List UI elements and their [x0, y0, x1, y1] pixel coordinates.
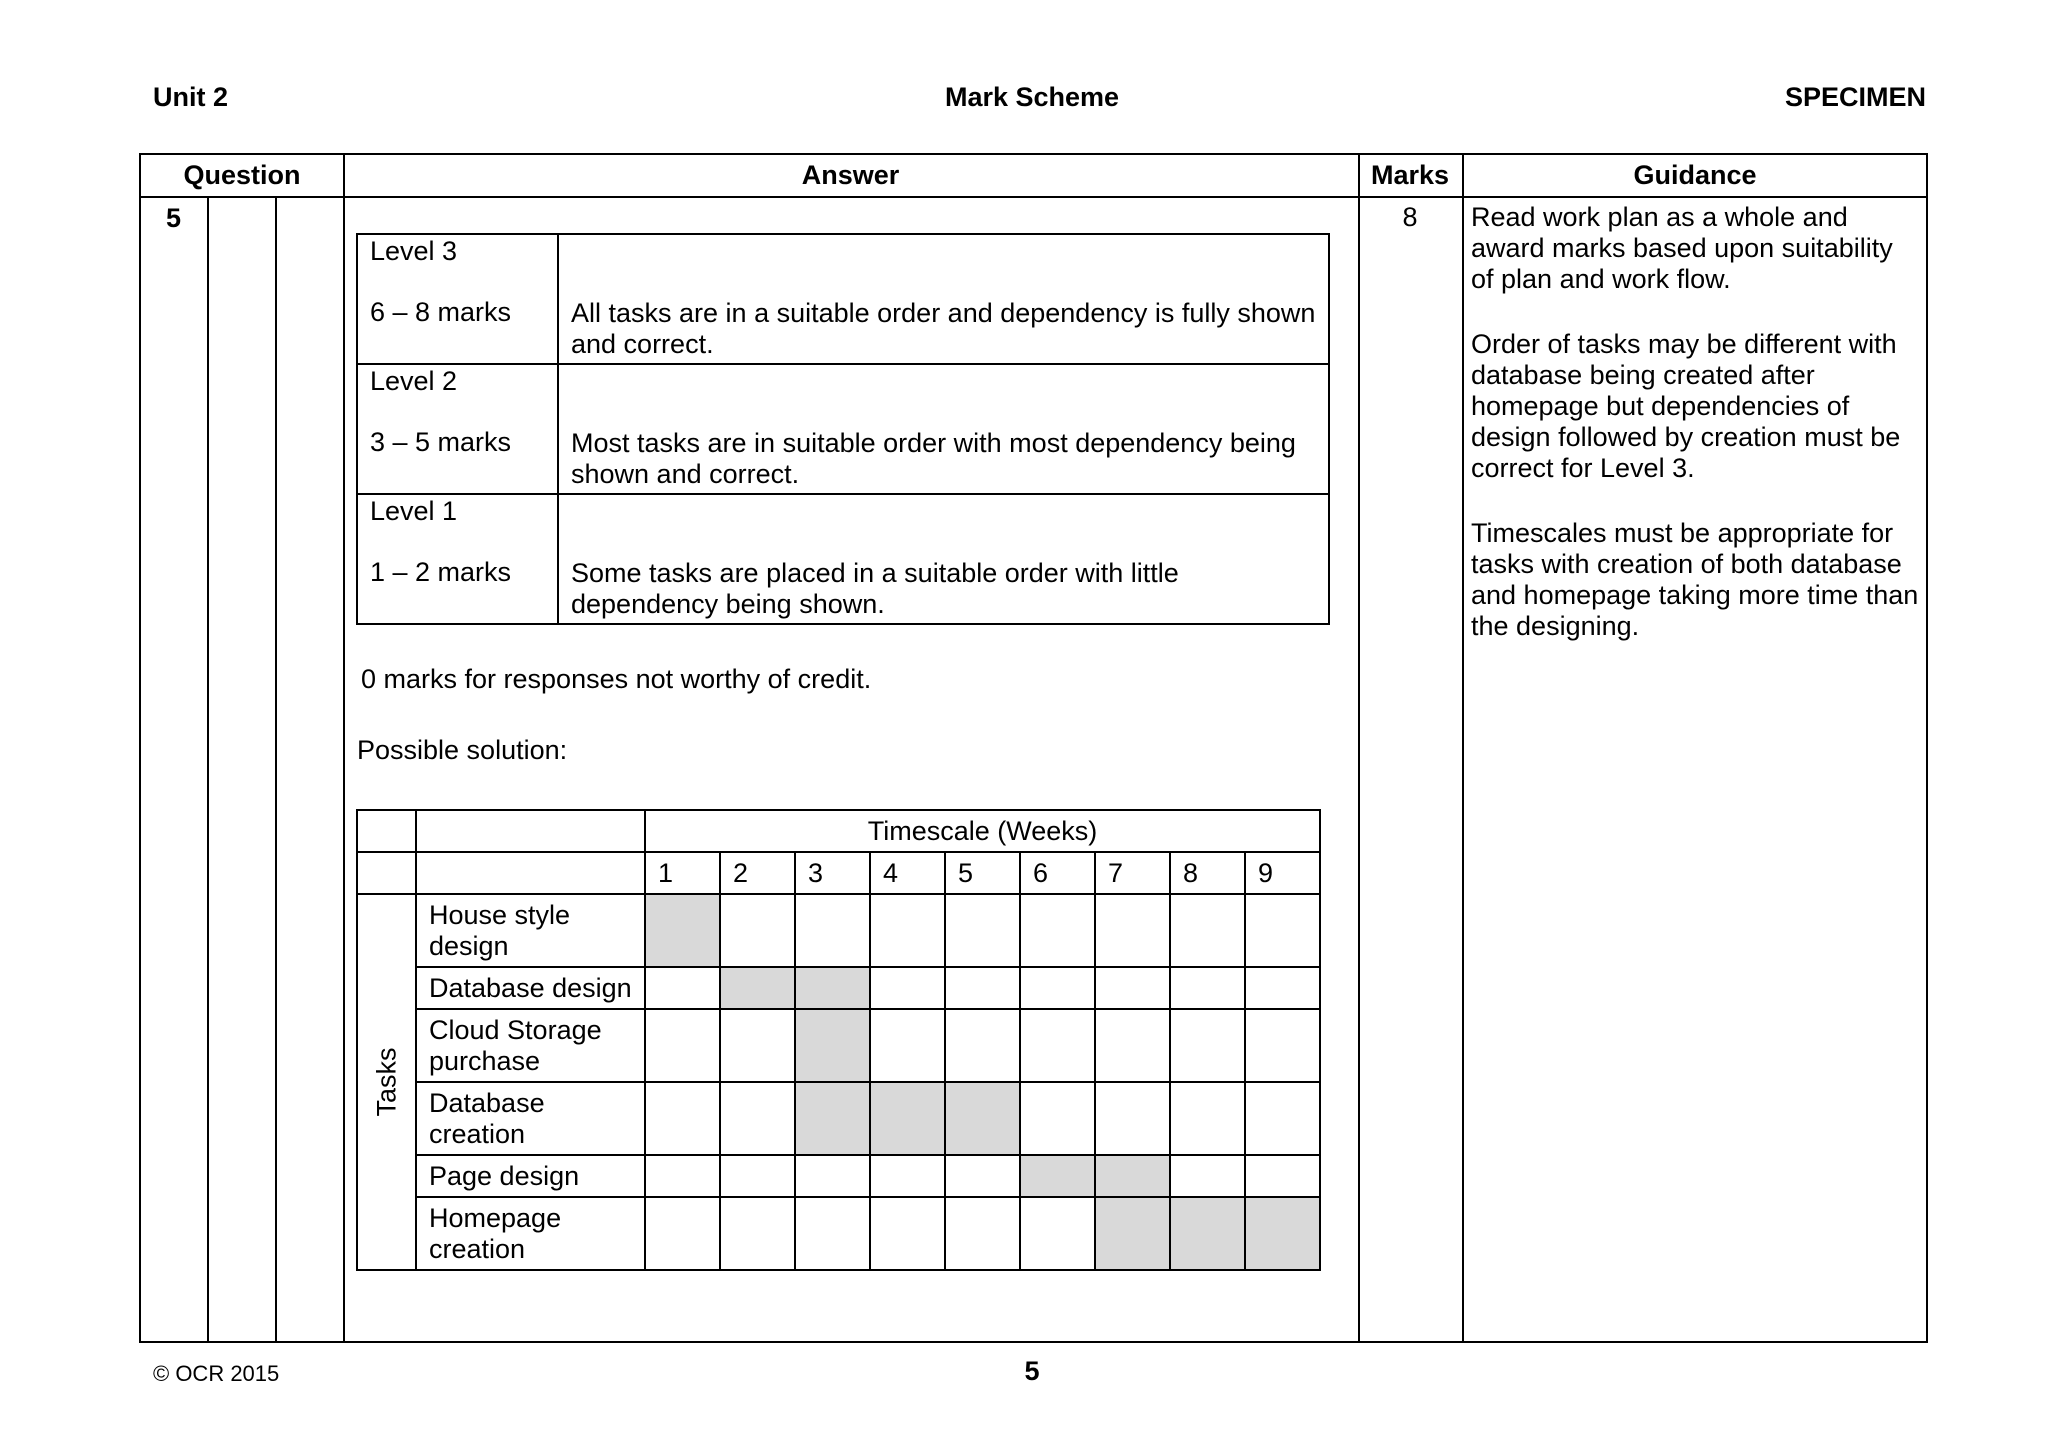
gantt-empty-cell: [645, 1197, 720, 1270]
gantt-empty-cell: [720, 1082, 795, 1155]
task-name: Database design: [416, 967, 645, 1009]
gantt-empty-cell: [1245, 1009, 1320, 1082]
task-row: [357, 1009, 1320, 1082]
gantt-corner-cell: [416, 852, 645, 894]
marks-value: 8: [1402, 202, 1418, 232]
gantt-empty-cell: [645, 1155, 720, 1197]
mark-scheme-table: [139, 153, 1928, 1343]
gantt-header-row: [357, 810, 1320, 852]
guidance-paragraph: Timescales must be appropriate for tasks with creation of both database and homepage taking more time than the designing.: [1471, 518, 1919, 641]
gantt-empty-cell: [945, 1155, 1020, 1197]
answer-header: Answer: [801, 160, 900, 190]
task-name: Database creation: [416, 1082, 645, 1155]
possible-solution-label: Possible solution:: [357, 735, 568, 765]
gantt-empty-cell: [1245, 1082, 1320, 1155]
gantt-empty-cell: [1245, 1155, 1320, 1197]
answer-col-divider: [343, 155, 345, 1341]
gantt-corner-cell: [357, 810, 416, 852]
gantt-empty-cell: [870, 894, 945, 967]
gantt-empty-cell: [645, 1009, 720, 1082]
level-marks: 3 – 5 marks: [370, 427, 512, 457]
task-row: [357, 894, 1320, 967]
gantt-empty-cell: [720, 894, 795, 967]
level-description-cell: [558, 234, 1329, 364]
gantt-empty-cell: [645, 1082, 720, 1155]
gantt-empty-cell: [945, 1197, 1020, 1270]
gantt-bar-cell: [1245, 1197, 1320, 1270]
week-header: 4: [870, 852, 945, 894]
task-name: Cloud Storage purchase: [416, 1009, 645, 1082]
gantt-empty-cell: [870, 1009, 945, 1082]
timescale-label: Timescale (Weeks): [645, 810, 1320, 852]
level-row: [357, 234, 1329, 364]
marks-header: Marks: [1370, 160, 1450, 190]
gantt-empty-cell: [1095, 894, 1170, 967]
gantt-empty-cell: [1095, 1082, 1170, 1155]
level-description: All tasks are in a suitable order and dependency is fully shown and correct.: [571, 298, 1316, 359]
gantt-bar-cell: [1020, 1155, 1095, 1197]
gantt-empty-cell: [945, 1009, 1020, 1082]
gantt-bar-cell: [795, 967, 870, 1009]
level-marks: 1 – 2 marks: [370, 557, 512, 587]
task-row: [357, 1197, 1320, 1270]
gantt-bar-cell: [795, 1082, 870, 1155]
level-description-cell: [558, 364, 1329, 494]
tasks-axis-label: Tasks: [371, 1047, 401, 1117]
gantt-empty-cell: [795, 1155, 870, 1197]
question-header: Question: [183, 160, 301, 190]
gantt-empty-cell: [1020, 967, 1095, 1009]
level-cell: [357, 234, 558, 364]
gantt-corner-cell: [357, 852, 416, 894]
week-header: 1: [645, 852, 720, 894]
gantt-empty-cell: [1170, 1155, 1245, 1197]
level-row: [357, 494, 1329, 624]
week-header: 6: [1020, 852, 1095, 894]
level-description: Some tasks are placed in a suitable order with little dependency being shown.: [571, 558, 1179, 619]
level-description-cell: [558, 494, 1329, 624]
level-name: Level 2: [370, 366, 458, 396]
gantt-empty-cell: [1170, 1009, 1245, 1082]
tasks-axis-cell: [357, 894, 416, 1270]
gantt-empty-cell: [720, 1197, 795, 1270]
task-row: [357, 1155, 1320, 1197]
unit-label: Unit 2: [153, 82, 229, 112]
gantt-empty-cell: [945, 894, 1020, 967]
gantt-empty-cell: [1170, 894, 1245, 967]
gantt-empty-cell: [1095, 967, 1170, 1009]
guidance-text: [1471, 202, 1921, 676]
gantt-empty-cell: [870, 1155, 945, 1197]
page-number: 5: [1024, 1356, 1040, 1386]
task-row: [357, 1082, 1320, 1155]
gantt-empty-cell: [1020, 1009, 1095, 1082]
gantt-empty-cell: [720, 1155, 795, 1197]
level-cell: [357, 364, 558, 494]
gantt-empty-cell: [1245, 894, 1320, 967]
gantt-empty-cell: [870, 967, 945, 1009]
level-name: Level 3: [370, 236, 458, 266]
gantt-empty-cell: [870, 1197, 945, 1270]
guidance-paragraph: Order of tasks may be different with database being created after homepage but dependencies of design followed by creation must be correct for Level 3.: [1471, 329, 1901, 483]
gantt-bar-cell: [720, 967, 795, 1009]
gantt-bar-cell: [645, 894, 720, 967]
guidance-paragraph: Read work plan as a whole and award marks based upon suitability of plan and work flow.: [1471, 202, 1893, 294]
level-cell: [357, 494, 558, 624]
level-marks: 6 – 8 marks: [370, 297, 512, 327]
task-name: Homepage creation: [416, 1197, 645, 1270]
gantt-bar-cell: [795, 1009, 870, 1082]
task-name: Page design: [416, 1155, 645, 1197]
gantt-empty-cell: [1020, 894, 1095, 967]
gantt-bar-cell: [1095, 1155, 1170, 1197]
task-row: [357, 967, 1320, 1009]
gantt-empty-cell: [645, 967, 720, 1009]
gantt-week-row: [357, 852, 1320, 894]
level-name: Level 1: [370, 496, 458, 526]
week-header: 5: [945, 852, 1020, 894]
week-header: 2: [720, 852, 795, 894]
gantt-bar-cell: [945, 1082, 1020, 1155]
marks-col-divider: [1358, 155, 1360, 1341]
header-row-divider: [141, 196, 1926, 198]
gantt-empty-cell: [1245, 967, 1320, 1009]
gantt-empty-cell: [1170, 1082, 1245, 1155]
question-subcol-divider-2: [275, 196, 277, 1341]
question-subcol-divider-1: [207, 196, 209, 1341]
level-descriptor-table: [356, 233, 1330, 625]
week-header: 9: [1245, 852, 1320, 894]
copyright: © OCR 2015: [153, 1361, 280, 1386]
gantt-empty-cell: [1020, 1197, 1095, 1270]
gantt-empty-cell: [720, 1009, 795, 1082]
gantt-bar-cell: [1095, 1197, 1170, 1270]
gantt-empty-cell: [1170, 967, 1245, 1009]
zero-marks-note: 0 marks for responses not worthy of credit.: [361, 664, 872, 694]
page-title: Mark Scheme: [944, 82, 1120, 112]
gantt-corner-cell: [416, 810, 645, 852]
week-header: 8: [1170, 852, 1245, 894]
guidance-header: Guidance: [1633, 160, 1757, 190]
gantt-empty-cell: [1095, 1009, 1170, 1082]
level-row: [357, 364, 1329, 494]
specimen-label: SPECIMEN: [1784, 82, 1926, 112]
gantt-empty-cell: [945, 967, 1020, 1009]
week-header: 7: [1095, 852, 1170, 894]
gantt-bar-cell: [1170, 1197, 1245, 1270]
question-number: 5: [166, 203, 182, 233]
gantt-chart: [356, 809, 1321, 1271]
week-header: 3: [795, 852, 870, 894]
level-description: Most tasks are in suitable order with most dependency being shown and correct.: [571, 428, 1296, 489]
gantt-empty-cell: [1020, 1082, 1095, 1155]
task-name: House style design: [416, 894, 645, 967]
gantt-empty-cell: [795, 1197, 870, 1270]
guidance-col-divider: [1462, 155, 1464, 1341]
gantt-empty-cell: [795, 894, 870, 967]
gantt-bar-cell: [870, 1082, 945, 1155]
